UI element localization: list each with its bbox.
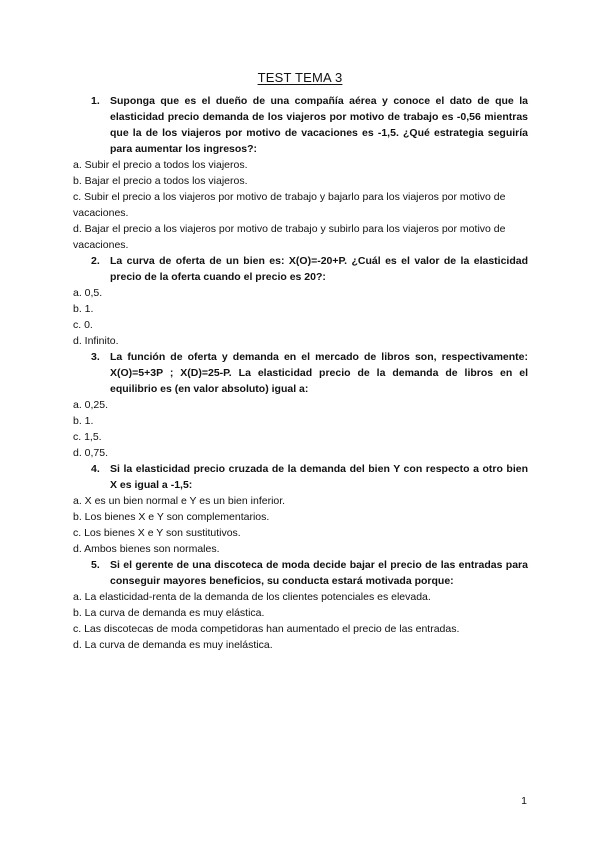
question-text: Si la elasticidad precio cruzada de la demanda del bien Y con respecto a otro bien X es igual a -1,5: (110, 463, 528, 491)
option-c: c. Las discotecas de moda competidoras han aumentado el precio de las entradas. (73, 623, 460, 635)
question-number: 2. (91, 255, 100, 267)
option-c: c. Los bienes X e Y son sustitutivos. (73, 527, 241, 539)
question-4 (73, 461, 528, 557)
options-list (73, 493, 528, 557)
option-b: b. 1. (73, 415, 94, 427)
option-a: a. La elasticidad-renta de la demanda de los clientes potenciales es elevada. (73, 591, 431, 603)
question-number: 3. (91, 351, 100, 363)
option-d: d. 0,75. (73, 447, 109, 459)
question-text: Si el gerente de una discoteca de moda decide bajar el precio de las entradas para conseguir mayores beneficios, su conducta estará motivada porque: (110, 559, 528, 587)
option-d: d. Bajar el precio a los viajeros por motivo de trabajo y subirlo para los viajeros por motivo de vacaciones. (73, 223, 506, 251)
question-3 (73, 349, 528, 461)
question-2 (73, 253, 528, 349)
options-list (73, 157, 528, 253)
option-b: b. 1. (73, 303, 94, 315)
option-a: a. Subir el precio a todos los viajeros. (73, 159, 248, 171)
option-d: d. Ambos bienes son normales. (73, 543, 220, 555)
question-number: 1. (91, 95, 100, 107)
questions-list (73, 93, 528, 653)
page-number: 1 (521, 795, 527, 807)
option-a: a. 0,25. (73, 399, 109, 411)
option-c: c. 0. (73, 319, 93, 331)
question-1 (73, 93, 528, 253)
option-d: d. La curva de demanda es muy inelástica. (73, 639, 273, 651)
question-number: 5. (91, 559, 100, 571)
options-list (73, 397, 528, 461)
question-text: La curva de oferta de un bien es: X(O)=-20+P. ¿Cuál es el valor de la elasticidad precio de la oferta cuando el precio es 20?: (110, 255, 528, 283)
option-a: a. X es un bien normal e Y es un bien inferior. (73, 495, 286, 507)
options-list (73, 589, 528, 653)
option-a: a. 0,5. (73, 287, 103, 299)
option-b: b. La curva de demanda es muy elástica. (73, 607, 265, 619)
question-5 (73, 557, 528, 653)
options-list (73, 285, 528, 349)
option-b: b. Los bienes X e Y son complementarios. (73, 511, 270, 523)
option-c: c. 1,5. (73, 431, 102, 443)
option-d: d. Infinito. (73, 335, 119, 347)
question-text: La función de oferta y demanda en el mercado de libros son, respectivamente: X(O)=5+3P ; X(D)=25-P. La elasticidad precio de la demanda de libros en el equilibrio es (en valor absoluto) igual a: (110, 351, 528, 395)
question-number: 4. (91, 463, 100, 475)
question-text: Suponga que es el dueño de una compañía aérea y conoce el dato de que la elasticidad precio demanda de los viajeros por motivo de trabajo es -0,56 mientras que la de los viajeros por motivo de vacaciones es -1,5. ¿Qué estrategia seguiría para aumentar los ingresos?: (110, 95, 528, 155)
page-title: TEST TEMA 3 (257, 70, 343, 85)
option-c: c. Subir el precio a los viajeros por motivo de trabajo y bajarlo para los viajeros por motivo de vacaciones. (73, 191, 506, 219)
option-b: b. Bajar el precio a todos los viajeros. (73, 175, 248, 187)
